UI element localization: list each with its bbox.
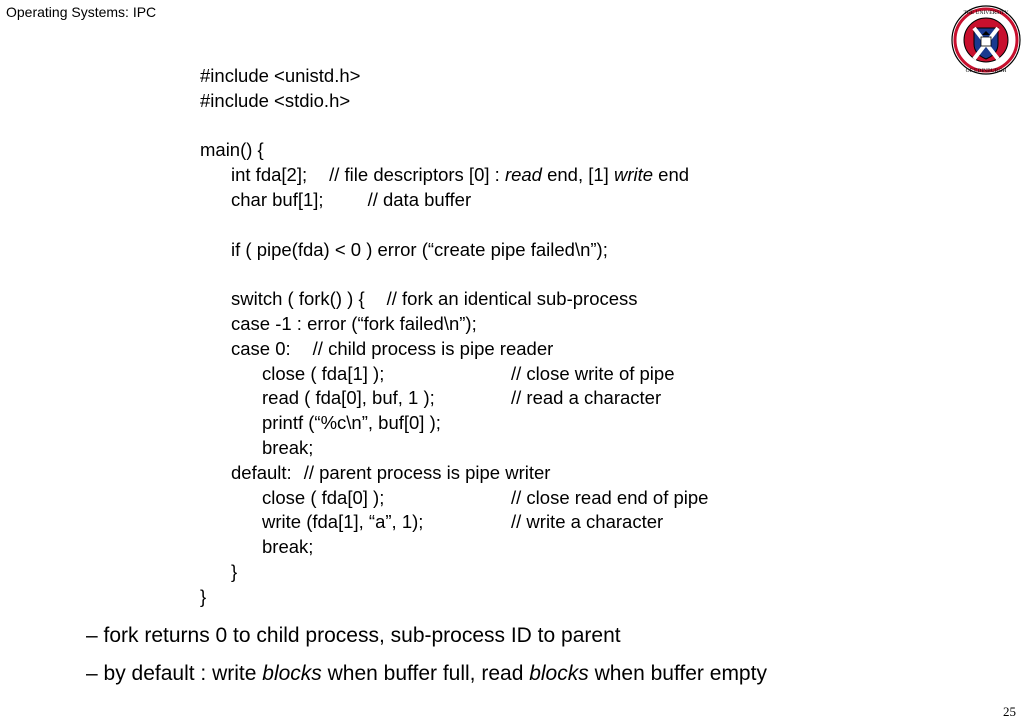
code-line: } [231, 560, 238, 582]
svg-text:OF EDINBURGH: OF EDINBURGH [965, 68, 1007, 74]
code-line: case 0: // child process is pipe reader [231, 337, 554, 359]
code-line: #include <stdio.h> [200, 89, 351, 111]
code-line: #include <unistd.h> [200, 65, 361, 86]
bullet-item: – by default : write blocks when buffer full, read blocks when buffer empty [86, 662, 767, 685]
slide-header-title: Operating Systems: IPC [6, 4, 157, 20]
code-line: default: // parent process is pipe writer [231, 461, 551, 483]
university-crest-logo [950, 4, 1022, 76]
code-line: char buf[1]; // data buffer [231, 188, 472, 210]
code-line: main() { [200, 139, 264, 161]
bullet-item: – fork returns 0 to child process, sub-process ID to parent [86, 624, 621, 647]
code-line: break; [262, 536, 314, 558]
code-line: break; [262, 436, 314, 458]
blank-line [200, 114, 689, 139]
svg-text:THE UNIVERSITY: THE UNIVERSITY [963, 10, 1009, 16]
code-line: case -1 : error (“fork failed\n”); [231, 312, 477, 334]
code-line: if ( pipe(fda) < 0 ) error (“create pipe failed\n”); [231, 238, 608, 260]
code-listing [200, 64, 709, 610]
code-line: write (fda[1], “a”, 1); // write a character [262, 511, 664, 533]
code-line: } [200, 585, 207, 607]
bullet-list [86, 617, 767, 693]
page-number: 25 [1003, 704, 1016, 719]
blank-line [200, 262, 689, 287]
code-line: switch ( fork() ) { // fork an identical sub-process [231, 288, 638, 310]
code-line: close ( fda[1] ); // close write of pipe [262, 362, 675, 384]
code-line: read ( fda[0], buf, 1 ); // read a character [262, 387, 662, 409]
blank-line [200, 213, 689, 238]
code-line: close ( fda[0] ); // close read end of pipe [262, 486, 709, 508]
code-line: printf (“%c\n”, buf[0] ); [262, 412, 441, 434]
code-line: int fda[2]; // file descriptors [0] : read end, [1] write end [231, 164, 690, 186]
